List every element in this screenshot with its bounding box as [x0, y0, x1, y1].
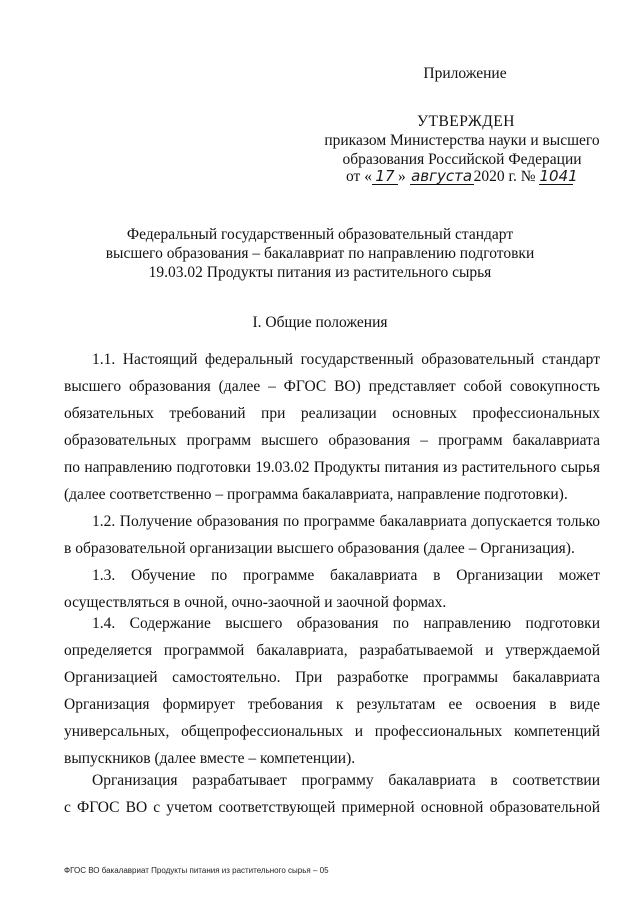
date-day-handwritten: 17 [372, 169, 398, 185]
order-date-line [346, 166, 578, 188]
paragraph-1-4 [64, 610, 600, 772]
text-line: обязательных требований при реализации основных профессиональных [64, 405, 600, 422]
annex-label: Приложение [423, 65, 507, 82]
date-mid: » [397, 168, 406, 185]
approved-label: УТВЕРЖДЕН [417, 113, 515, 130]
text-line: с ФГОС ВО с учетом соответствующей примерной основной образовательной [64, 799, 600, 816]
text-line: Организация формирует требования к результатам ее освоения в виде [64, 696, 600, 713]
text-line: образовательных программ высшего образования – программ бакалавриата [64, 432, 600, 449]
text-line: универсальных, общепрофессиональных и профессиональных компетенций [64, 723, 600, 740]
page-footer: ФГОС ВО бакалавриат Продукты питания из растительного сырья – 05 [64, 866, 329, 875]
text-line: по направлению подготовки 19.03.02 Продукты питания из растительного сырья [64, 459, 600, 476]
order-number-handwritten: 1041 [539, 167, 578, 185]
section-title: I. Общие положения [252, 314, 388, 331]
paragraph-organization [64, 767, 600, 821]
date-year: 2020 г. № [473, 168, 536, 185]
text-line: (далее соответственно – программа бакалавриата, направление подготовки). [64, 486, 568, 503]
date-month-handwritten: августа [411, 167, 473, 185]
date-prefix: от « [346, 168, 372, 185]
text-line: 1.2. Получение образования по программе бакалавриата допускается только [92, 513, 600, 530]
text-line: высшего образования (далее – ФГОС ВО) представляет собой совокупность [64, 378, 600, 395]
text-line: в образовательной организации высшего образования (далее – Организация). [64, 540, 575, 557]
text-line: Организация разрабатывает программу бакалавриата в соответствии [92, 772, 600, 789]
paragraph-1-2 [64, 508, 600, 562]
doc-title-line-1: Федеральный государственный образовательный стандарт [126, 226, 514, 243]
order-line-1: приказом Министерства науки и высшего [324, 132, 600, 149]
paragraph-1-3 [64, 562, 600, 616]
text-line: 1.3. Обучение по программе бакалавриата в Организации может [92, 567, 600, 584]
text-line: осуществляться в очной, очно-заочной и заочной формах. [64, 594, 447, 611]
doc-title-line-2: высшего образования – бакалавриат по направлению подготовки [105, 245, 535, 262]
order-line-2: образования Российской Федерации [342, 151, 582, 168]
paragraph-1-1 [64, 346, 600, 508]
text-line: определяется программой бакалавриата, разрабатываемой и утверждаемой [64, 642, 600, 659]
text-line: 1.1. Настоящий федеральный государственный образовательный стандарт [92, 351, 600, 368]
doc-title-line-3: 19.03.02 Продукты питания из растительного сырья [148, 264, 492, 281]
text-line: 1.4. Содержание высшего образования по направлению подготовки [92, 615, 600, 632]
text-line: выпускников (далее вместе – компетенции). [64, 750, 356, 767]
text-line: Организацией самостоятельно. При разработке программы бакалавриата [64, 669, 600, 686]
